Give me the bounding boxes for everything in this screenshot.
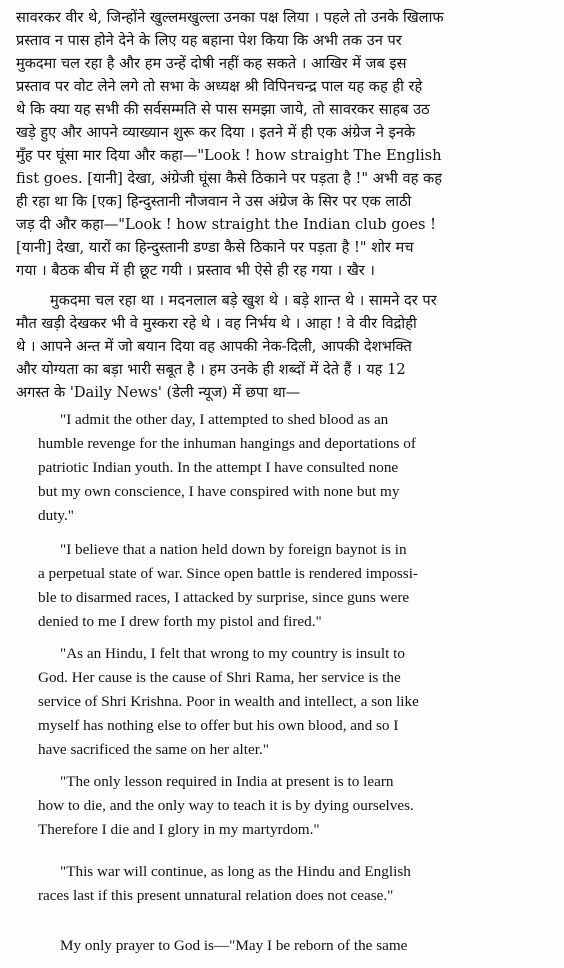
closing-line — [16, 934, 552, 958]
text-line: "This war will continue, as long as the Hindu and English — [60, 863, 411, 880]
text-line: fist goes. [यानी] देखा, अंग्रेजी घूंसा कैसे ठिकाने पर पड़ता है !" अभी वह कह — [16, 170, 443, 187]
quote-5 — [16, 860, 552, 908]
text-line: a perpetual state of war. Since open battle is rendered impossi- — [38, 565, 418, 582]
text-line: "As an Hindu, I felt that wrong to my country is insult to — [60, 645, 405, 662]
text-line: God. Her cause is the cause of Shri Rama, her service is the — [38, 669, 401, 686]
text-line: My only prayer to God is—"May I be reborn of the same — [60, 937, 408, 954]
text-line: मुकदमा चल रहा है और हम उन्हें दोषी नहीं कह सकते । आखिर में जब इस — [16, 55, 407, 72]
text-line: service of Shri Krishna. Poor in wealth and intellect, a son like — [38, 693, 419, 710]
paragraph-2 — [16, 289, 552, 404]
text-line: अगस्त के 'Daily News' (डेली न्यूज) में छपा था— — [16, 384, 301, 401]
text-line: have sacrificed the same on her alter." — [38, 741, 269, 758]
text-line: patriotic Indian youth. In the attempt I have consulted none — [38, 459, 399, 476]
quote-2 — [16, 538, 552, 634]
text-line: मुकदमा चल रहा था । मदनलाल बड़े खुश थे । बड़े शान्त थे । सामने दर पर — [50, 292, 437, 309]
text-line: duty." — [38, 507, 75, 524]
text-line: Therefore I die and I glory in my martyrdom." — [38, 821, 320, 838]
text-line: ble to disarmed races, I attacked by surprise, since guns were — [38, 589, 410, 606]
text-line: races last if this present unnatural relation does not cease." — [38, 887, 394, 904]
text-line: myself has nothing else to offer but his own blood, and so I — [38, 717, 399, 734]
text-line: denied to me I drew forth my pistol and fired." — [38, 613, 322, 630]
text-line: मौत खड़ी देखकर भी वे मुस्करा रहे थे । वह निर्भय थे । आहा ! वे वीर विद्रोही — [16, 315, 417, 332]
text-line: how to die, and the only way to teach it is by dying ourselves. — [38, 797, 414, 814]
text-line: थे । आपने अन्त में जो बयान दिया वह आपकी नेक-दिली, आपकी देशभक्ति — [16, 338, 412, 355]
text-line: थे कि क्या यह सभी की सर्वसम्मति से पास समझा जाये, तो सावरकर साहब उठ — [16, 101, 430, 118]
text-line: [यानी] देखा, यारों का हिन्दुस्तानी डण्डा कैसे ठिकाने पर पड़ता है !" शोर मच — [16, 239, 414, 256]
text-line: but my own conscience, I have conspired with none but my — [38, 483, 400, 500]
quote-3 — [16, 642, 552, 762]
text-line: जड़ दी और कहा—"Look ! how straight the Indian club goes ! — [16, 216, 436, 233]
text-line: खड़े हुए और आपने व्याख्यान शुरू कर दिया । इतने में ही एक अंग्रेज ने इनके — [16, 124, 416, 141]
text-line: humble revenge for the inhuman hangings and deportations of — [38, 435, 416, 452]
paragraph-1 — [16, 6, 552, 282]
text-line: मुँह पर घूंसा मार दिया और कहा—"Look ! how straight The English — [16, 147, 442, 164]
text-line: और योग्यता का बड़ा भारी सबूत है । हम उनके ही शब्दों में देते हैं । यह 12 — [16, 361, 406, 378]
text-line: प्रस्ताव न पास होने देने के लिए यह बहाना पेश किया कि अभी तक उन पर — [16, 32, 402, 49]
quote-4 — [16, 770, 552, 842]
text-line: सावरकर वीर थे, जिन्होंने खुल्लमखुल्ला उनका पक्ष लिया । पहले तो उनके खिलाफ — [16, 9, 444, 26]
text-line: गया । बैठक बीच में ही छूट गयी । प्रस्ताव भी ऐसे ही रह गया । खैर । — [16, 262, 375, 279]
text-line: "The only lesson required in India at present is to learn — [60, 773, 394, 790]
text-line: प्रस्ताव पर वोट लेने लगे तो सभा के अध्यक्ष श्री विपिनचन्द्र पाल यह कह ही रहे — [16, 78, 423, 95]
text-line: ही रहा था कि [एक] हिन्दुस्तानी नौजवान ने उस अंग्रेज के सिर पर एक लाठी — [16, 193, 412, 210]
text-line: "I believe that a nation held down by foreign baynot is in — [60, 541, 407, 558]
text-line: "I admit the other day, I attempted to shed blood as an — [60, 411, 389, 428]
quote-1 — [16, 408, 552, 528]
